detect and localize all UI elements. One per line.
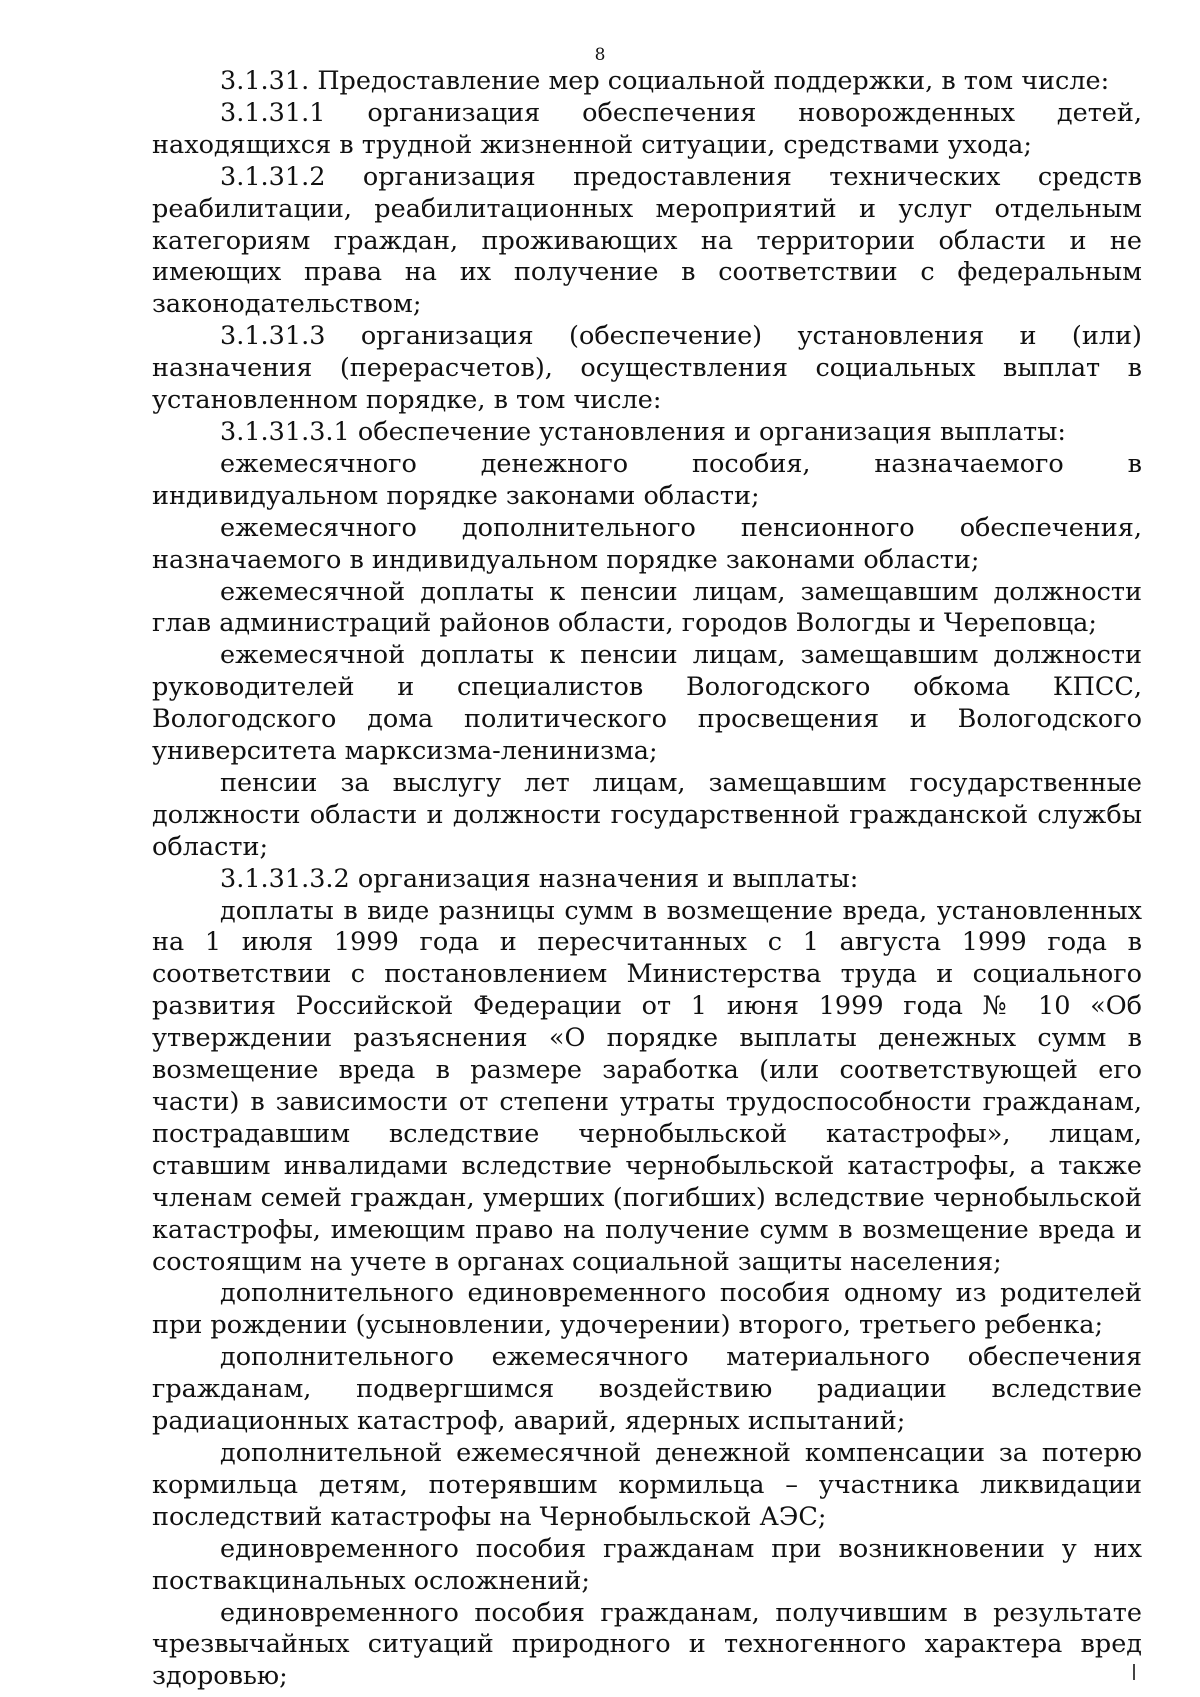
- document-body: [152, 66, 1142, 1693]
- paragraph-3-1-31-2: 3.1.31.2 организация предоставления технических средств реабилитации, реабилитационных мероприятий и услуг отдельным категориям граждан, проживающих на территории области и не имеющих права на их получение в соответствии с федеральным законодательством;: [152, 161, 1142, 320]
- paragraph-3-1-31-3: 3.1.31.3 организация (обеспечение) установления и (или) назначения (перерасчетов), осуществления социальных выплат в установленном порядке, в том числе:: [152, 321, 1142, 416]
- list-item: дополнительной ежемесячной денежной компенсации за потерю кормильца детям, потерявшим кормильца – участника ликвидации последствий катастрофы на Чернобыльской АЭС;: [152, 1437, 1142, 1532]
- paragraph-3-1-31-1: 3.1.31.1 организация обеспечения новорожденных детей, находящихся в трудной жизненной ситуации, средствами ухода;: [152, 97, 1142, 160]
- list-item: ежемесячной доплаты к пенсии лицам, замещавшим должности глав администраций районов области, городов Вологды и Череповца;: [152, 576, 1142, 639]
- list-item: единовременного пособия гражданам, получившим в результате чрезвычайных ситуаций природного и техногенного характера вред здоровью;: [152, 1597, 1142, 1692]
- list-item: ежемесячного денежного пособия, назначаемого в индивидуальном порядке законами области;: [152, 448, 1142, 511]
- list-item: пенсии за выслугу лет лицам, замещавшим государственные должности области и должности государственной гражданской службы области;: [152, 767, 1142, 862]
- list-item: ежемесячного дополнительного пенсионного обеспечения, назначаемого в индивидуальном порядке законами области;: [152, 512, 1142, 575]
- page-number: 8: [594, 45, 606, 65]
- list-item: единовременного пособия гражданам при возникновении у них поствакцинальных осложнений;: [152, 1533, 1142, 1596]
- list-item: доплаты в виде разницы сумм в возмещение вреда, установленных на 1 июля 1999 года и пересчитанных с 1 августа 1999 года в соответствии с постановлением Министерства труда и социального развития Российской Федерации от 1 июня 1999 года № 10 «Об утверждении разъяснения «О порядке выплаты денежных сумм в возмещение вреда в размере заработка (или соответствующей его части) в зависимости от степени утраты трудоспособности гражданам, пострадавшим вследствие чернобыльской катастрофы», лицам, ставшим инвалидами вследствие чернобыльской катастрофы, а также членам семей граждан, умерших (погибших) вследствие чернобыльской катастрофы, имеющим право на получение сумм в возмещение вреда и состоящим на учете в органах социальной защиты населения;: [152, 895, 1142, 1277]
- list-item: дополнительного ежемесячного материального обеспечения гражданам, подвергшимся воздействию радиации вследствие радиационных катастроф, аварий, ядерных испытаний;: [152, 1342, 1142, 1437]
- scan-edge-mark: [1133, 1664, 1135, 1680]
- paragraph-3-1-31: 3.1.31. Предоставление мер социальной поддержки, в том числе:: [220, 66, 1110, 96]
- list-item: дополнительного единовременного пособия одному из родителей при рождении (усыновлении, удочерении) второго, третьего ребенка;: [152, 1278, 1142, 1341]
- paragraph-3-1-31-3-1: 3.1.31.3.1 обеспечение установления и организация выплаты:: [220, 416, 1067, 447]
- list-item: ежемесячной доплаты к пенсии лицам, замещавшим должности руководителей и специалистов Вологодского обкома КПСС, Вологодского дома политического просвещения и Вологодского университета марксизма-ленинизма;: [152, 640, 1142, 767]
- paragraph-3-1-31-3-2: 3.1.31.3.2 организация назначения и выплаты:: [220, 863, 859, 894]
